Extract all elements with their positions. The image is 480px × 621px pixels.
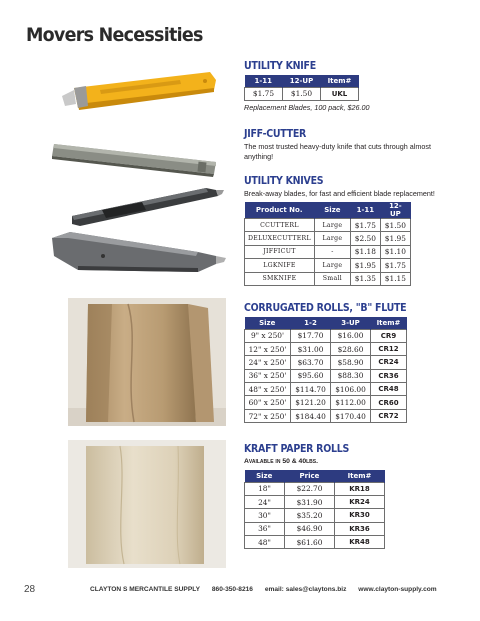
header-cell: Size (245, 470, 285, 482)
table-cell: $1.15 (380, 272, 410, 285)
header-cell: 1-2 (291, 317, 331, 329)
header-cell: Size (314, 202, 350, 219)
table-cell: 24" (245, 495, 285, 508)
table-cell: $46.90 (285, 522, 335, 535)
table-row (245, 522, 385, 535)
table-cell: $1.75 (380, 259, 410, 272)
table-cell: Large (314, 259, 350, 272)
table-cell: KR18 (335, 482, 385, 495)
jiff-cutter-description: The most trusted heavy-duty knife that cuts through almost anything! (244, 142, 431, 161)
header-cell: 3-UP (331, 317, 371, 329)
table-cell: $1.10 (380, 245, 410, 258)
utility-knife-gray-photo (48, 226, 228, 278)
table-row (245, 369, 407, 382)
header-cell: 1-11 (245, 75, 283, 87)
table-cell: 12" x 250' (245, 342, 291, 355)
table-row (245, 383, 407, 396)
table-cell: KR48 (335, 536, 385, 549)
table-row (245, 87, 359, 100)
footer (90, 586, 447, 593)
table-cell: - (314, 245, 350, 258)
kraft-description: Available in 50 & 40lbs. (244, 458, 319, 465)
table-cell: $35.20 (285, 509, 335, 522)
table-cell: CR36 (371, 369, 407, 382)
table-cell: $112.00 (331, 396, 371, 409)
page-title: Movers Necessities (26, 24, 203, 46)
table-cell: 18" (245, 482, 285, 495)
table-row (245, 509, 385, 522)
table-cell: 48" (245, 536, 285, 549)
table-cell: KR24 (335, 495, 385, 508)
table-cell: $1.75 (350, 219, 380, 232)
table-cell: 60" x 250' (245, 396, 291, 409)
table-cell: $95.60 (291, 369, 331, 382)
table-cell: $22.70 (285, 482, 335, 495)
table-cell: $1.95 (350, 259, 380, 272)
table-cell: $16.00 (331, 329, 371, 342)
table-row (245, 495, 385, 508)
table-cell: $88.30 (331, 369, 371, 382)
table-cell: Large (314, 232, 350, 245)
table-cell: CR9 (371, 329, 407, 342)
utility-knives-table (244, 202, 411, 286)
table-cell: $17.70 (291, 329, 331, 342)
table-cell: $63.70 (291, 356, 331, 369)
page-number: 28 (24, 584, 36, 595)
table-cell: 36" (245, 522, 285, 535)
header-cell: 12-UP (380, 202, 410, 219)
table-cell: KR36 (335, 522, 385, 535)
table-cell: $1.95 (380, 232, 410, 245)
table-row (245, 536, 385, 549)
table-row (245, 356, 407, 369)
kraft-title: KRAFT PAPER ROLLS (244, 443, 350, 455)
table-row (245, 409, 407, 422)
replacement-blades-note: Replacement Blades, 100 pack, $26.00 (244, 103, 370, 112)
utility-knives-description: Break-away blades, for fast and efficient blade replacement! (244, 189, 435, 198)
table-cell: $28.60 (331, 342, 371, 355)
header-cell: 1-11 (350, 202, 380, 219)
table-cell: $61.60 (285, 536, 335, 549)
table-cell: CCUTTERL (245, 219, 315, 232)
utility-knife-table (244, 75, 359, 101)
utility-knives-title: UTILITY KNIVES (244, 175, 324, 187)
table-row (245, 219, 411, 232)
utility-knife-photo (60, 68, 220, 126)
table-cell: $184.40 (291, 409, 331, 422)
table-cell: CR72 (371, 409, 407, 422)
jiff-cutter-title: JIFF-CUTTER (244, 128, 307, 140)
table-row (245, 482, 385, 495)
table-cell: Large (314, 219, 350, 232)
footer-company: CLAYTON S MERCANTILE SUPPLY (90, 586, 201, 593)
footer-website[interactable]: www.clayton-supply.com (358, 586, 437, 593)
table-cell: $31.00 (291, 342, 331, 355)
table-row (245, 245, 411, 258)
table-row (245, 259, 411, 272)
table-cell: CR48 (371, 383, 407, 396)
kraft-paper-roll-photo (68, 440, 226, 568)
table-cell: $1.50 (283, 87, 321, 100)
corrugated-title: CORRUGATED ROLLS, "B" FLUTE (244, 302, 407, 314)
header-cell: Item# (335, 470, 385, 482)
table-cell: $121.20 (291, 396, 331, 409)
jiff-cutter-photo (50, 138, 220, 180)
table-row (245, 232, 411, 245)
utility-knife-title: UTILITY KNIFE (244, 60, 316, 72)
table-cell: CR12 (371, 342, 407, 355)
table-cell: $114.70 (291, 383, 331, 396)
table-row (245, 329, 407, 342)
table-cell: $106.00 (331, 383, 371, 396)
table-row (245, 342, 407, 355)
table-cell: 24" x 250' (245, 356, 291, 369)
table-cell: 36" x 250' (245, 369, 291, 382)
table-cell: CR60 (371, 396, 407, 409)
footer-phone: 860-350-8216 (211, 586, 253, 593)
table-cell: LGKNIFE (245, 259, 315, 272)
header-cell: Price (285, 470, 335, 482)
table-cell: $170.40 (331, 409, 371, 422)
table-cell: $1.18 (350, 245, 380, 258)
table-cell: 48" x 250' (245, 383, 291, 396)
table-cell: KR30 (335, 509, 385, 522)
header-cell: Size (245, 317, 291, 329)
header-cell: Product No. (245, 202, 315, 219)
table-cell: SMKNIFE (245, 272, 315, 285)
corrugated-roll-photo (68, 298, 226, 426)
header-cell: 12-UP (283, 75, 321, 87)
table-cell: $31.90 (285, 495, 335, 508)
table-cell: $58.90 (331, 356, 371, 369)
table-cell: 72" x 250' (245, 409, 291, 422)
table-cell: DELUXECUTTERL (245, 232, 315, 245)
kraft-table (244, 470, 385, 549)
table-cell: $1.50 (380, 219, 410, 232)
utility-knife-black-photo (66, 182, 226, 232)
table-cell: 9" x 250' (245, 329, 291, 342)
table-cell: 30" (245, 509, 285, 522)
table-cell: $1.75 (245, 87, 283, 100)
footer-email: email: sales@claytons.biz (264, 586, 347, 593)
table-cell: UKL (321, 87, 359, 100)
table-cell: $1.35 (350, 272, 380, 285)
header-cell: Item# (321, 75, 359, 87)
table-row (245, 272, 411, 285)
table-row (245, 396, 407, 409)
corrugated-table (244, 317, 407, 423)
table-cell: Small (314, 272, 350, 285)
table-cell: CR24 (371, 356, 407, 369)
table-cell: $2.50 (350, 232, 380, 245)
header-cell: Item# (371, 317, 407, 329)
table-cell: JIFFICUT (245, 245, 315, 258)
